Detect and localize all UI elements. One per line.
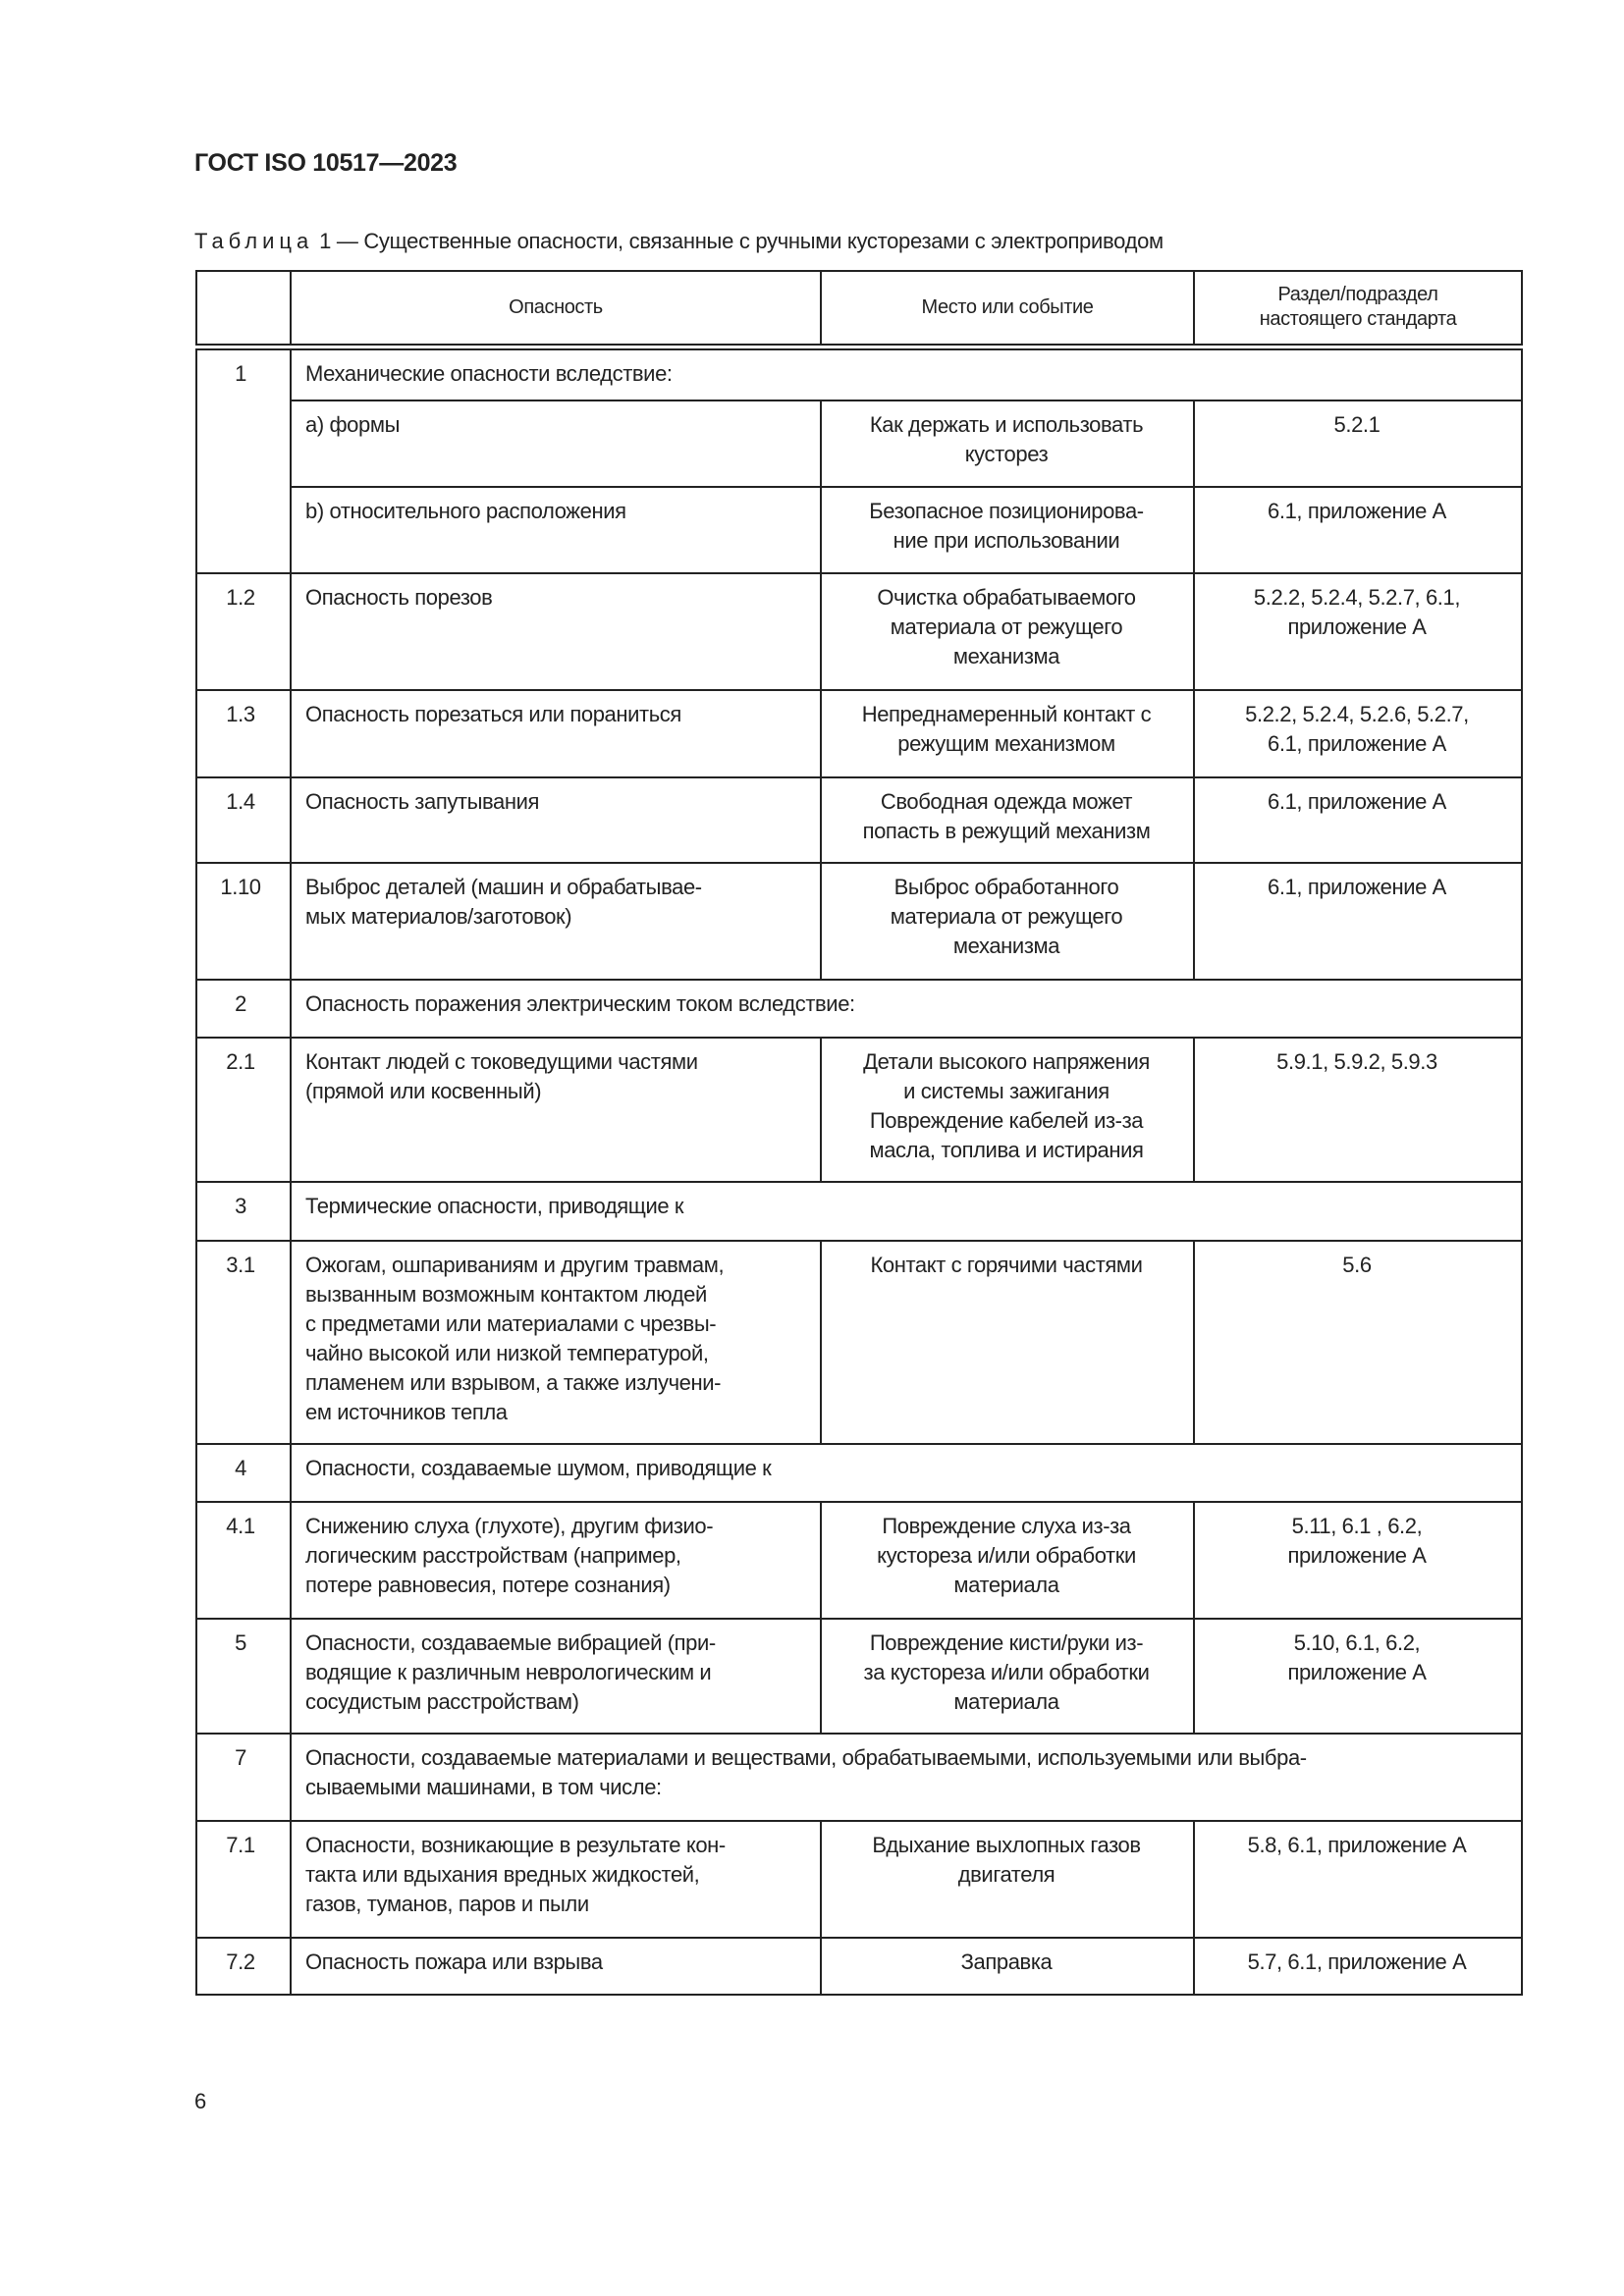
table-row (196, 1038, 1522, 1182)
row-number-cell: 3.1 (196, 1241, 291, 1444)
row-number-cell: 7.2 (196, 1938, 291, 1995)
header-place: Место или событие (821, 271, 1194, 347)
hazard-cell: Контакт людей с токоведущими частями (прямой или косвенный) (291, 1038, 821, 1182)
place-cell: Детали высокого напряжения и системы зажигания Повреждение кабелей из-за масла, топлива и истирания (821, 1038, 1194, 1182)
table-row (196, 863, 1522, 980)
header-num (196, 271, 291, 347)
table-body (196, 347, 1522, 1995)
table-row (196, 1619, 1522, 1734)
row-number-cell: 1.4 (196, 777, 291, 863)
row-number-cell: 7 (196, 1734, 291, 1821)
hazard-cell: Опасность запутывания (291, 777, 821, 863)
hazard-cell: Опасности, создаваемые вибрацией (при- водящие к различным неврологическим и сосудистым расстройствам) (291, 1619, 821, 1734)
hazard-cell: Механические опасности вследствие: (291, 347, 1522, 400)
row-number-cell: 1.2 (196, 573, 291, 690)
table-row (196, 347, 1522, 400)
table-row (196, 1182, 1522, 1241)
hazard-cell: Опасность поражения электрическим током вследствие: (291, 980, 1522, 1038)
hazard-cell: Опасности, создаваемые шумом, приводящие к (291, 1444, 1522, 1502)
section-cell: 5.10, 6.1, 6.2, приложение А (1194, 1619, 1522, 1734)
place-cell: Повреждение кисти/руки из- за кустореза и/или обработки материала (821, 1619, 1194, 1734)
row-number-cell: 1.10 (196, 863, 291, 980)
section-cell: 6.1, приложение А (1194, 487, 1522, 573)
table-row (196, 1241, 1522, 1444)
header-hazard: Опасность (291, 271, 821, 347)
table-row (196, 980, 1522, 1038)
hazard-cell: Опасность порезаться или пораниться (291, 690, 821, 777)
section-cell: 5.2.2, 5.2.4, 5.2.6, 5.2.7, 6.1, приложение А (1194, 690, 1522, 777)
hazard-cell: Термические опасности, приводящие к (291, 1182, 1522, 1241)
row-number-cell: 1.3 (196, 690, 291, 777)
place-cell: Свободная одежда может попасть в режущий механизм (821, 777, 1194, 863)
hazard-cell: Выброс деталей (машин и обрабатывае- мых материалов/заготовок) (291, 863, 821, 980)
document-title: ГОСТ ISO 10517—2023 (194, 149, 458, 177)
row-number-cell: 5 (196, 1619, 291, 1734)
hazard-cell: Опасности, создаваемые материалами и веществами, обрабатываемыми, используемыми или выбра- сываемыми машинами, в том числе: (291, 1734, 1522, 1821)
caption-prefix: Таблица (194, 229, 314, 253)
hazard-cell: Опасность порезов (291, 573, 821, 690)
place-cell: Контакт с горячими частями (821, 1241, 1194, 1444)
section-cell: 5.11, 6.1 , 6.2, приложение А (1194, 1502, 1522, 1619)
table-row (196, 1502, 1522, 1619)
table-row (196, 777, 1522, 863)
table-row (196, 1444, 1522, 1502)
hazard-cell: a) формы (291, 400, 821, 487)
table-row (196, 1938, 1522, 1995)
caption-text: 1 — Существенные опасности, связанные с ручными кусторезами с электроприводом (313, 229, 1164, 253)
hazard-cell: b) относительного расположения (291, 487, 821, 573)
row-number-cell: 7.1 (196, 1821, 291, 1938)
hazard-cell: Ожогам, ошпариваниям и другим травмам, вызванным возможным контактом людей с предметами или материалами с чрезвы- чайно высокой или низкой температурой, пламенем или взрывом, а также излучени- ем источников тепла (291, 1241, 821, 1444)
hazard-cell: Снижению слуха (глухоте), другим физио- логическим расстройствам (например, потере равновесия, потере сознания) (291, 1502, 821, 1619)
section-cell: 5.9.1, 5.9.2, 5.9.3 (1194, 1038, 1522, 1182)
page-number: 6 (194, 2089, 207, 2113)
row-number-cell: 4 (196, 1444, 291, 1502)
hazard-cell: Опасности, возникающие в результате кон- такта или вдыхания вредных жидкостей, газов, туманов, паров и пыли (291, 1821, 821, 1938)
table-row (196, 1734, 1522, 1821)
row-number-cell: 3 (196, 1182, 291, 1241)
place-cell: Непреднамеренный контакт с режущим механизмом (821, 690, 1194, 777)
table-row (196, 573, 1522, 690)
place-cell: Выброс обработанного материала от режущего механизма (821, 863, 1194, 980)
place-cell: Очистка обрабатываемого материала от режущего механизма (821, 573, 1194, 690)
row-number-cell: 2.1 (196, 1038, 291, 1182)
section-cell: 6.1, приложение А (1194, 863, 1522, 980)
table-row (196, 690, 1522, 777)
hazard-cell: Опасность пожара или взрыва (291, 1938, 821, 1995)
table-caption (194, 229, 1164, 254)
table-header-row (196, 271, 1522, 347)
section-cell: 5.8, 6.1, приложение А (1194, 1821, 1522, 1938)
table-row (196, 400, 1522, 487)
hazards-table (195, 270, 1523, 1996)
row-number-cell: 2 (196, 980, 291, 1038)
section-cell: 5.7, 6.1, приложение А (1194, 1938, 1522, 1995)
section-cell: 5.2.1 (1194, 400, 1522, 487)
place-cell: Вдыхание выхлопных газов двигателя (821, 1821, 1194, 1938)
place-cell: Безопасное позиционирова- ние при использовании (821, 487, 1194, 573)
place-cell: Как держать и использовать кусторез (821, 400, 1194, 487)
row-number-cell: 1 (196, 347, 291, 573)
place-cell: Заправка (821, 1938, 1194, 1995)
place-cell: Повреждение слуха из-за кустореза и/или обработки материала (821, 1502, 1194, 1619)
section-cell: 5.2.2, 5.2.4, 5.2.7, 6.1, приложение А (1194, 573, 1522, 690)
table-row (196, 487, 1522, 573)
table-row (196, 1821, 1522, 1938)
section-cell: 5.6 (1194, 1241, 1522, 1444)
header-section: Раздел/подраздел настоящего стандарта (1194, 271, 1522, 347)
row-number-cell: 4.1 (196, 1502, 291, 1619)
section-cell: 6.1, приложение А (1194, 777, 1522, 863)
